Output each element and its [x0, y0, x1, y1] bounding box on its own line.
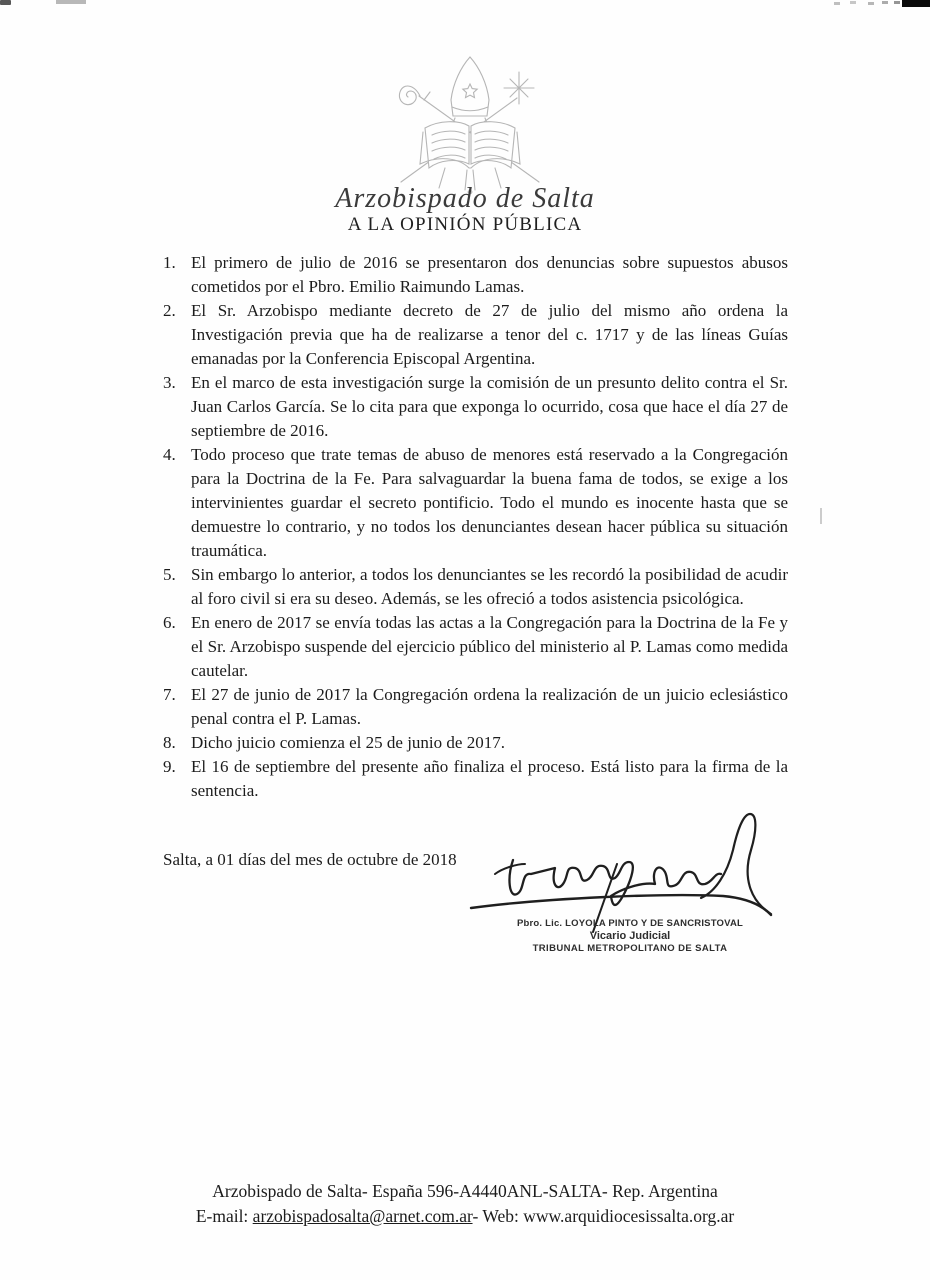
- stamp-role: Vicario Judicial: [589, 930, 671, 942]
- footer-email-label: E-mail:: [195, 1206, 253, 1226]
- item-number: 2.: [163, 301, 176, 320]
- footer-address: Arzobispado de Salta- España 596-A4440ANL-SALTA- Rep. Argentina: [212, 1181, 718, 1201]
- list-item: [163, 443, 788, 563]
- list-item: [163, 683, 788, 731]
- item-number: 8.: [163, 733, 176, 752]
- numbered-statements-list: [163, 251, 788, 803]
- footer-contacts: [0, 1206, 930, 1227]
- letterhead-script-title: Arzobispado de Salta: [335, 183, 595, 214]
- item-number: 7.: [163, 685, 176, 704]
- scan-artifact-top-specks: [894, 1, 900, 4]
- scan-artifact-top-left-smudge: [0, 0, 11, 5]
- scan-artifact-top-right-bar: [902, 0, 930, 7]
- item-text: Todo proceso que trate temas de abuso de menores está reservado a la Congregación para la Doctrina de la Fe. Para salvaguardar la buena fama de todos, se exige a los intervinientes guardar el secreto pontificio. Todo el mundo es inocente hasta que se demuestre lo contrario, y no todos los denunciantes desean hacer pública su situación traumática.: [191, 445, 788, 560]
- item-number: 1.: [163, 253, 176, 272]
- footer-email-link[interactable]: arzobispadosalta@arnet.com.ar: [252, 1206, 473, 1226]
- signature-stamp: [505, 918, 755, 954]
- list-item: [163, 755, 788, 803]
- item-number: 9.: [163, 757, 176, 776]
- item-text: Sin embargo lo anterior, a todos los denunciantes se les recordó la posibilidad de acudir al foro civil si era su deseo. Además, se les ofreció a todos asistencia psicológica.: [191, 565, 788, 608]
- list-item: [163, 371, 788, 443]
- scan-artifact-top-left-smudge-2: [56, 0, 86, 4]
- item-text: En el marco de esta investigación surge la comisión de un presunto delito contra el Sr. Juan Carlos García. Se lo cita para que exponga lo ocurrido, cosa que hace el día 27 de septiembre de 2016.: [191, 373, 788, 440]
- item-number: 3.: [163, 373, 176, 392]
- list-item: [163, 251, 788, 299]
- bishop-crest-icon: [389, 54, 551, 194]
- item-number: 4.: [163, 445, 176, 464]
- item-text: El 16 de septiembre del presente año finaliza el proceso. Está listo para la firma de la sentencia.: [191, 757, 788, 800]
- document-title: A LA OPINIÓN PÚBLICA: [347, 214, 583, 235]
- dateline: Salta, a 01 días del mes de octubre de 2018: [163, 850, 457, 869]
- stamp-tribunal: TRIBUNAL METROPOLITANO DE SALTA: [532, 943, 728, 954]
- list-item: [163, 299, 788, 371]
- footer-web: - Web: www.arquidiocesissalta.org.ar: [472, 1206, 735, 1226]
- item-text: El 27 de junio de 2017 la Congregación ordena la realización de un juicio eclesiástico penal contra el P. Lamas.: [191, 685, 788, 728]
- item-text: El primero de julio de 2016 se presentaron dos denuncias sobre supuestos abusos cometidos por el Pbro. Emilio Raimundo Lamas.: [191, 253, 788, 296]
- item-text: El Sr. Arzobispo mediante decreto de 27 de julio del mismo año ordena la Investigación previa que ha de realizarse a tenor del c. 1717 y de las líneas Guías emanadas por la Conferencia Episcopal Argentina.: [191, 301, 788, 368]
- item-number: 5.: [163, 565, 176, 584]
- scan-artifact-right-tick: [820, 508, 822, 524]
- item-number: 6.: [163, 613, 176, 632]
- list-item: [163, 611, 788, 683]
- stamp-name: Pbro. Lic. LOYOLA PINTO Y DE SANCRISTOVAL: [516, 918, 744, 929]
- item-text: Dicho juicio comienza el 25 de junio de 2017.: [191, 733, 505, 752]
- item-text: En enero de 2017 se envía todas las actas a la Congregación para la Doctrina de la Fe y el Sr. Arzobispo suspende del ejercicio público del ministerio al P. Lamas como medida cautelar.: [191, 613, 788, 680]
- list-item: [163, 731, 788, 755]
- handwritten-signature: [465, 802, 775, 937]
- list-item: [163, 563, 788, 611]
- letterhead-footer: [0, 1181, 930, 1231]
